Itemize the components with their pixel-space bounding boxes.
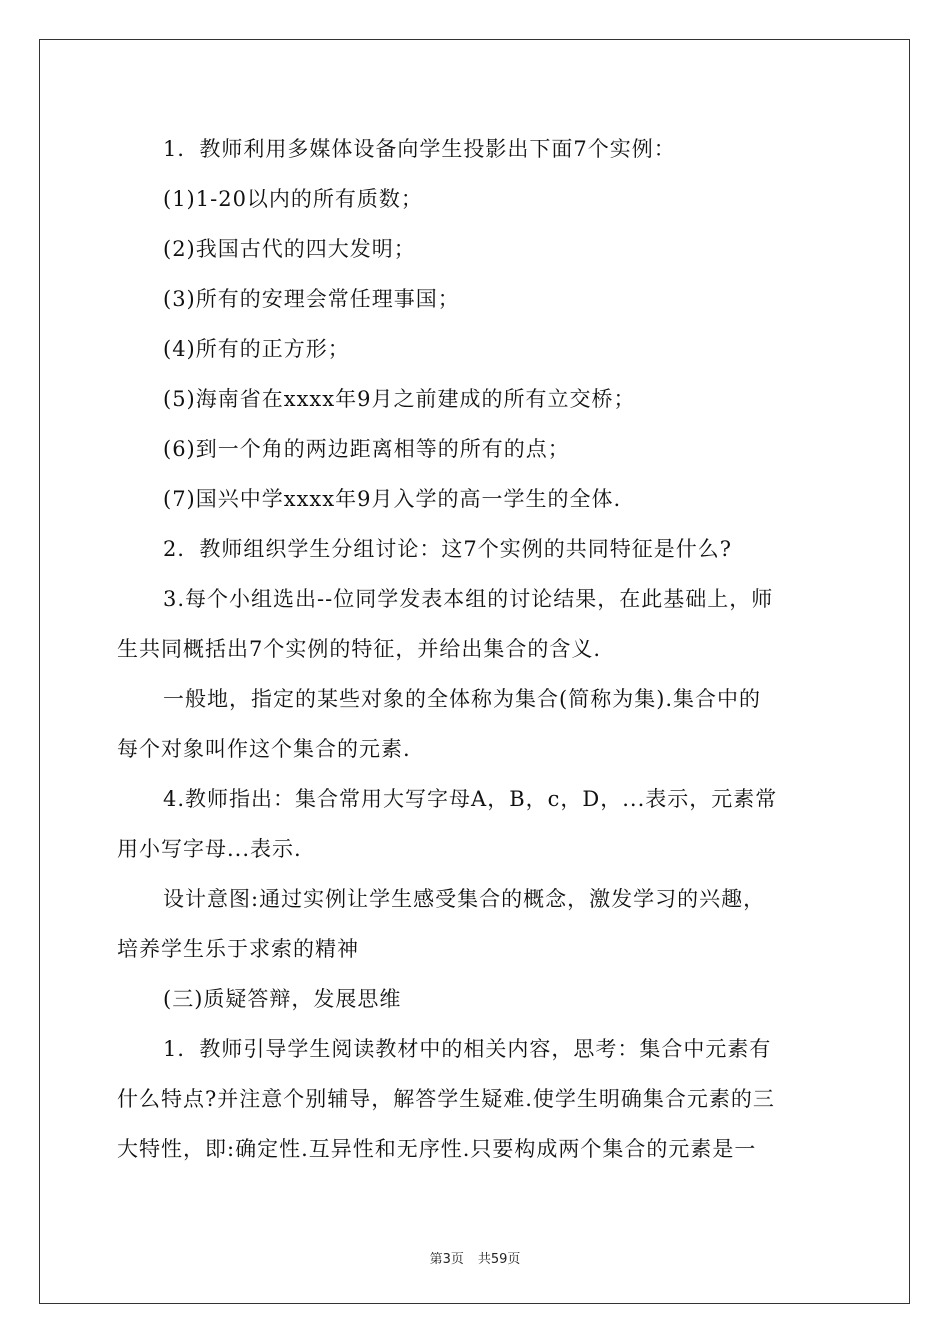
document-body xyxy=(117,124,833,1174)
page-footer xyxy=(0,1248,950,1267)
paragraph-line: 一般地，指定的某些对象的全体称为集合(简称为集).集合中的 xyxy=(163,687,762,711)
paragraph-line: 生共同概括出7个实例的特征，并给出集合的含义. xyxy=(117,637,602,661)
paragraph-line: 1．教师引导学生阅读教材中的相关内容，思考：集合中元素有 xyxy=(163,1037,772,1061)
paragraph-line: 什么特点?并注意个别辅导，解答学生疑难.使学生明确集合元素的三 xyxy=(117,1087,775,1111)
paragraph-line: (7)国兴中学xxxx年9月入学的高一学生的全体. xyxy=(163,487,622,511)
paragraph-line: (5)海南省在xxxx年9月之前建成的所有立交桥； xyxy=(163,387,636,411)
paragraph-line: (3)所有的安理会常任理事国； xyxy=(163,287,460,311)
paragraph-line: 大特性，即:确定性.互异性和无序性.只要构成两个集合的元素是一 xyxy=(117,1137,757,1161)
section-heading: (三)质疑答辩，发展思维 xyxy=(163,987,402,1011)
paragraph-line: (6)到一个角的两边距离相等的所有的点； xyxy=(163,437,570,461)
paragraph-line: 2．教师组织学生分组讨论：这7个实例的共同特征是什么? xyxy=(163,537,732,561)
paragraph-line: (4)所有的正方形； xyxy=(163,337,350,361)
paragraph-line: 用小写字母...表示. xyxy=(117,837,302,861)
page-total: 共59页 xyxy=(477,1252,521,1267)
paragraph-line: 4.教师指出：集合常用大写字母A，B，c，D，...表示，元素常 xyxy=(163,787,778,811)
paragraph-line: (1)1-20以内的所有质数； xyxy=(163,187,423,211)
paragraph-line: (2)我国古代的四大发明； xyxy=(163,237,416,261)
paragraph-line: 设计意图:通过实例让学生感受集合的概念，激发学习的兴趣， xyxy=(163,887,766,911)
paragraph-line: 培养学生乐于求索的精神 xyxy=(117,937,359,961)
page-number: 第3页 xyxy=(429,1252,464,1267)
paragraph-line: 1．教师利用多媒体设备向学生投影出下面7个实例： xyxy=(163,137,676,161)
paragraph-line: 3.每个小组选出--位同学发表本组的讨论结果，在此基础上，师 xyxy=(163,587,774,611)
paragraph-line: 每个对象叫作这个集合的元素. xyxy=(117,737,411,761)
